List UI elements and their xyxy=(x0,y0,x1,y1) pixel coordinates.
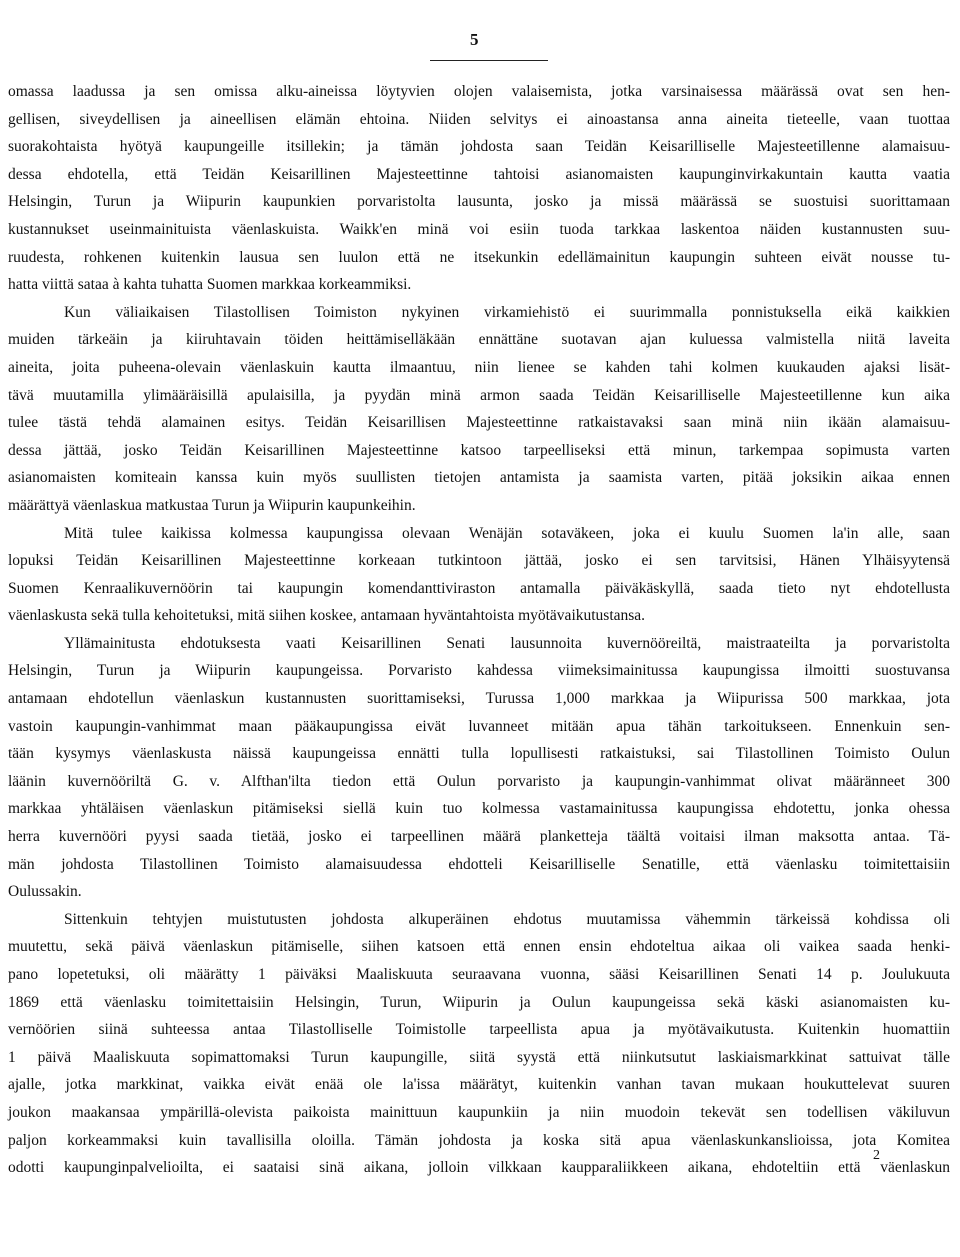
text-line: gellisen, siveydellisen ja aineellisen elämän ehtoina. Niiden selvitys ei ainoastansa anna aineita tieteelle, vaan tuottaa xyxy=(8,110,950,128)
text-line: Kun väliaikaisen Tilastollisen Toimiston nykyinen virkamiehistö ei suurimmalla ponnistuksella eikä kaikkien xyxy=(64,303,950,321)
text-line: Oulussakin. xyxy=(8,883,82,901)
text-line: tulee tästä tehdä alamainen esitys. Teidän Keisarillisen Majesteettinne ratkaistavaksi saan minä niin ikään alamaisuu- xyxy=(8,414,950,432)
text-line: joukon maakansaa ympärillä-olevista paikoista mainittuun kaupunkiin ja niin muodoin tekevät sen todellisen väkiluvun xyxy=(8,1103,950,1121)
text-line: 1869 että väenlasku toimitettaisiin Helsingin, Turun, Wiipurin ja Oulun kaupungeissa sekä käski asianomaisten ku- xyxy=(8,993,950,1011)
text-line: muiden tärkeäin ja kiiruhtavain töiden heittämiselläkään ennättäne suotavan ajan kuluessa valmistella niitä laveita xyxy=(8,331,950,349)
text-line: läänin kuvernööriltä G. v. Alfthan'ilta tiedon että Oulun porvaristo ja kaupungin-vanhimmat olivat määränneet 300 xyxy=(8,772,950,790)
text-line: Mitä tulee kaikissa kolmessa kaupungissa olevaan Wenäjän sotaväkeen, joka ei kuulu Suomen la'in alle, saan xyxy=(64,524,950,542)
text-line: herra kuvernööri pyysi saada tietää, josko ei tarpeellinen määrä planketteja täältä voitaisi ilman maksotta antaa. Tä- xyxy=(8,828,950,846)
text-line: määrättyä väenlaskua matkustaa Turun ja Wiipurin kaupunkeihin. xyxy=(8,496,416,514)
text-line: hatta viittä sataa à kahta tuhatta Suomen markkaa korkeammiksi. xyxy=(8,276,412,294)
text-line: lopuksi Teidän Keisarillinen Majesteettinne korkeaan tutkintoon jättää, josko ei sen tarvitsisi, Hänen Ylhäisyytensä xyxy=(8,552,950,570)
text-line: vastoin kaupungin-vanhimmat maan pääkaupungissa eivät luvanneet mitään apua tähän tarkoitukseen. Ennenkuin sen- xyxy=(8,717,950,735)
text-line: ajalle, jotka markkinat, vaikka eivät enää ole la'issa määrätyt, kuitenkin vanhan tavan mukaan houkuttelevat suuren xyxy=(8,1076,950,1094)
text-line: ruudesta, rohkenen kuitenkin lausua sen luulon että ne itsekunkin edellämainitun kaupungin suhteen eivät nousse tu- xyxy=(8,248,950,266)
header-rule xyxy=(430,60,548,61)
text-line: Yllämainitusta ehdotuksesta vaati Keisarillinen Senati lausunnoita kuvernööreiltä, maistraateilta ja porvaristolta xyxy=(64,634,950,652)
text-line: Sittenkuin tehtyjen muistutusten johdosta alkuperäinen ehdotus muutamissa vähemmin tärkeissä kohdissa oli xyxy=(64,910,950,928)
page-number: 5 xyxy=(470,30,479,49)
text-line: 1 päivä Maaliskuuta sopimattomaksi Turun kaupungille, siitä syystä että niinkutsutut laskiaismarkkinat sattuivat tälle xyxy=(8,1048,950,1066)
text-line: tään kysymys väenlaskusta näissä kaupungeissa ennätti tulla lopullisesti ratkaistuksi, sai Tilastollinen Toimisto Oulun xyxy=(8,745,950,763)
text-line: paljon korkeammaksi kuin tavallisilla oloilla. Tämän johdosta ja koska sitä apua väenlaskunkanslioissa, jota Komitea xyxy=(8,1131,950,1149)
text-line: män johdosta Tilastollinen Toimisto alamaisuudessa ehdotteli Keisarilliselle Senatille, että väenlasku toimitettaisiin xyxy=(8,855,950,873)
text-line: Helsingin, Turun ja Wiipurin kaupungeissa. Porvaristo kahdessa viimeksimainitussa kaupungissa ilmoitti suostuvansa xyxy=(8,662,950,680)
signature-mark: 2 xyxy=(873,1148,880,1163)
text-line: tävä muutamilla ylimääräisillä apulaisilla, ja pyydän minä armon saada Teidän Keisarilliselle Majesteetillenne kun aika xyxy=(8,386,950,404)
text-line: suorakohtaista hyötyä kaupungeille itsillekin; ja tämän johdosta saan Teidän Keisarilliselle Majesteetillenne alamaisuu- xyxy=(8,138,950,156)
text-line: kustannukset useinmainituista väenlaskuista. Waikk'en minä voi esiin tuoda tarkkaa laskentoa näiden kustannusten suu- xyxy=(8,220,950,238)
text-line: antamaan ehdotellun väenlaskun kustannusten suorittamiseksi, Turussa 1,000 markkaa ja Wiipurissa 500 markkaa, jota xyxy=(8,690,950,708)
text-line: vernöörien siinä suhteessa antaa Tilastolliselle Toimistolle tarpeellista apua ja myötävaikutusta. Kuitenkin huomattiin xyxy=(8,1021,950,1039)
text-line: aineita, joita puheena-olevain väenlaskuin kautta ilmaantuu, niin lienee se kahden tahi kolmen kuukauden ajaksi lisät- xyxy=(8,358,950,376)
body-text xyxy=(8,78,950,1182)
text-line: dessa ehdotella, että Teidän Keisarillinen Majesteettinne tahtoisi asianomaisten kaupunginvirkakuntain kautta vaatia xyxy=(8,165,950,183)
text-line: odotti kaupunginpalvelioilta, ei saataisi sinä aikana, jolloin vilkkaan kaupparaliikkeen aikana, ehdoteltiin että väenlaskun xyxy=(8,1159,950,1177)
text-line: Helsingin, Turun ja Wiipurin kaupunkien porvaristolta lausunta, josko ja missä määrässä se suostuisi suorittamaan xyxy=(8,193,950,211)
text-line: väenlaskusta sekä tulla kehoitetuksi, mitä siihen koskee, antamaan hyväntahtoista myötävaikutustansa. xyxy=(8,607,646,625)
text-line: markkaa yhtäläisen väenlaskun pitämiseksi siellä kuin tuo kolmessa vastamainitussa kaupungissa ehdotettu, jonka ohessa xyxy=(8,800,950,818)
text-line: pano lopetetuksi, oli määrätty 1 päiväksi Maaliskuuta seuraavana vuonna, sääsi Keisarillinen Senati 14 p. Joulukuuta xyxy=(8,966,950,983)
text-line: muutettu, sekä päivä väenlaskun pitämiselle, siihen katsoen että ennen ensin ehdoteltua aikaa oli vaikea saada henki- xyxy=(8,938,950,956)
text-line: asianomaisten komiteain kanssa kuin myös suullisten tietojen antamista ja saamista varten, pitää joksikin aikaa ennen xyxy=(8,469,950,487)
text-line: Suomen Kenraalikuvernöörin tai kaupungin komendanttiviraston antamalla päiväkäskyllä, saada tieto nyt ehdotellusta xyxy=(8,579,950,597)
text-line: dessa jättää, josko Teidän Keisarillinen Majesteettinne katsoo tarpeelliseksi että minun, tarkempaa sopimusta varten xyxy=(8,441,950,459)
text-line: omassa laadussa ja sen omissa alku-aineissa löytyvien olojen valaisemista, jotka varsinaisessa määrässä ovat sen hen- xyxy=(8,83,950,100)
